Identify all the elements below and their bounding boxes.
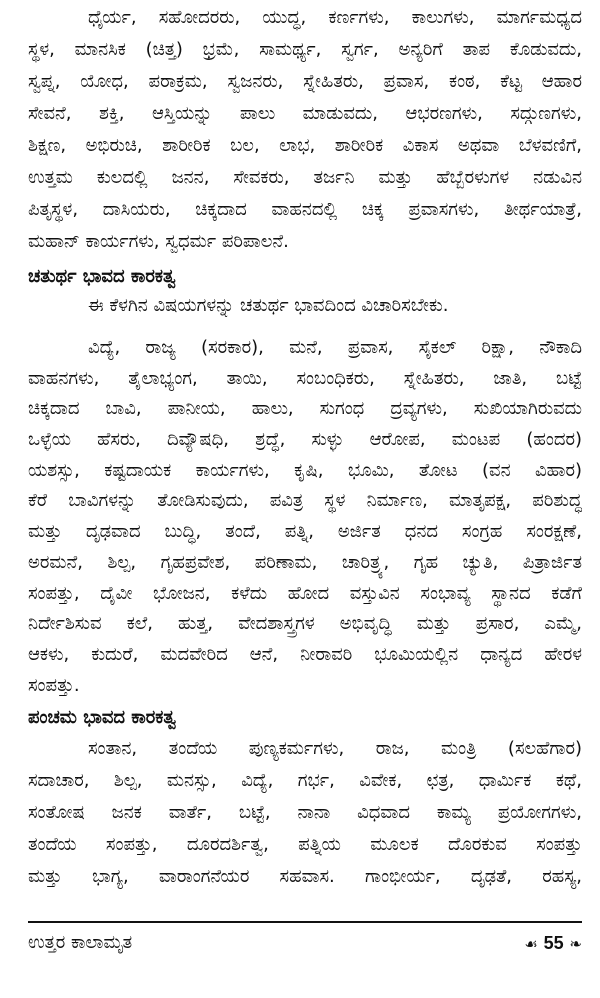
text-line: ಸ್ಥಳ, ಮಾನಸಿಕ (ಚಿತ್ತ) ಭ್ರಮೆ, ಸಾಮರ್ಥ್ಯ, ಸ್ವರ್ಗ, ಅನ್ಯರಿಗೆ ತಾಪ ಕೊಡುವದು, [28, 39, 582, 60]
paragraph-2 [28, 333, 582, 701]
text-line: ಪಿತೃಸ್ಥಳ, ದಾಸಿಯರು, ಚಿಕ್ಕದಾದ ವಾಹನದಲ್ಲಿ ಚಿಕ್ಕ ಪ್ರವಾಸಗಳು, ತೀರ್ಥಯಾತ್ರೆ, [28, 199, 582, 220]
text-line: ಸಂಪತ್ತು. [28, 674, 80, 696]
section-heading: ಚತುರ್ಥ ಭಾವದ ಕಾರಕತ್ವ [28, 266, 176, 287]
text-line: ಚಿಕ್ಕದಾದ ಬಾವಿ, ಪಾನೀಯ, ಹಾಲು, ಸುಗಂಧ ದ್ರವ್ಯಗಳು, ಸುಖಿಯಾಗಿರುವದು [28, 398, 582, 420]
footer-divider [28, 921, 582, 923]
text-line: ಯಶಸ್ಸು, ಕಷ್ಟದಾಯಕ ಕಾರ್ಯಗಳು, ಕೃಷಿ, ಭೂಮಿ, ತೋಟ (ವನ ವಿಹಾರ) [28, 459, 582, 481]
text-line: ವಾಹನಗಳು, ತೈಲಾಭ್ಯಂಗ, ತಾಯಿ, ಸಂಬಂಧಿಕರು, ಸ್ನೇಹಿತರು, ಜಾತಿ, ಬಟ್ಟೆ [28, 367, 582, 389]
text-line: ಅರಮನೆ, ಶಿಲ್ಪ, ಗೃಹಪ್ರವೇಶ, ಪರಿಣಾಮ, ಚಾರಿತ್ರ್ಯ, ಗೃಹ ಚ್ಯುತಿ, ಪಿತ್ರಾರ್ಜಿತ [28, 551, 582, 573]
text-line: ನಿರ್ದೇಶಿಸುವ ಕಲೆ, ಹುತ್ತ, ವೇದಶಾಸ್ತ್ರಗಳ ಅಭಿವೃದ್ಧಿ ಮತ್ತು ಪ್ರಸಾರ, ಎಮ್ಮೆ, [28, 613, 582, 635]
book-title: ಉತ್ತರ ಕಾಲಾಮೃತ [28, 932, 133, 953]
section-intro: ಈ ಕೆಳಗಿನ ವಿಷಯಗಳನ್ನು ಚತುರ್ಥ ಭಾವದಿಂದ ವಿಚಾರಿಸಬೇಕು. [88, 295, 449, 316]
paragraph-3 [28, 733, 582, 893]
page-footer [28, 928, 582, 959]
text-line: ಶಿಕ್ಷಣ, ಅಭಿರುಚಿ, ಶಾರೀರಿಕ ಬಲ, ಲಾಭ, ಶಾರೀರಿಕ ವಿಕಾಸ ಅಥವಾ ಬೆಳವಣಿಗೆ, [28, 135, 582, 156]
page-number: 55 [543, 933, 564, 953]
text-line: ವಿದ್ಯೆ, ರಾಜ್ಯ (ಸರಕಾರ), ಮನೆ, ಪ್ರವಾಸ, ಸೈಕಲ್ ರಿಕ್ಷಾ, ನೌಕಾದಿ [88, 337, 582, 358]
text-line: ಉತ್ತಮ ಕುಲದಲ್ಲಿ ಜನನ, ಸೇವಕರು, ತರ್ಜನಿ ಮತ್ತು ಹೆಬ್ಬೆರಳುಗಳ ನಡುವಿನ [28, 167, 582, 188]
ornament-left-icon: ☙ [524, 935, 538, 953]
page-number-group [524, 928, 582, 959]
text-line: ಮಹಾನ್ ಕಾರ್ಯಗಳು, ಸ್ವಧರ್ಮ ಪರಿಪಾಲನೆ. [28, 231, 289, 252]
text-line: ತಂದೆಯ ಸಂಪತ್ತು, ದೂರದರ್ಶಿತ್ವ, ಪತ್ನಿಯ ಮೂಲಕ ದೊರಕುವ ಸಂಪತ್ತು [28, 834, 582, 855]
text-line: ಸೇವನೆ, ಶಕ್ತಿ, ಆಸ್ತಿಯನ್ನು ಪಾಲು ಮಾಡುವದು, ಆಭರಣಗಳು, ಸದ್ಗುಣಗಳು, [28, 103, 582, 124]
text-line: ಕೆರೆ ಬಾವಿಗಳನ್ನು ತೋಡಿಸುವುದು, ಪವಿತ್ರ ಸ್ಥಳ ನಿರ್ಮಾಣ, ಮಾತೃಪಕ್ಷ, ಪರಿಶುದ್ಧ [28, 490, 582, 512]
section-heading: ಪಂಚಮ ಭಾವದ ಕಾರಕತ್ವ [28, 707, 177, 728]
ornament-right-icon: ❧ [569, 935, 582, 953]
text-line: ಒಳ್ಳೆಯ ಹೆಸರು, ದಿವ್ಯೌಷಧಿ, ಶ್ರದ್ಧೆ, ಸುಳ್ಳು ಆರೋಪ, ಮಂಟಪ (ಹಂದರ) [28, 429, 582, 451]
text-line: ಧೈರ್ಯ, ಸಹೋದರರು, ಯುದ್ಧ, ಕರ್ಣಗಳು, ಕಾಲುಗಳು, ಮಾರ್ಗಮಧ್ಯದ [88, 7, 582, 28]
paragraph-1 [28, 2, 582, 258]
text-line: ಸಂತೋಷ ಜನಕ ವಾರ್ತೆ, ಬಟ್ಟೆ, ನಾನಾ ವಿಧವಾದ ಕಾಮ್ಯ ಪ್ರಯೋಗಗಳು, [28, 802, 582, 823]
text-line: ಸಂಪತ್ತು, ದೈವೀ ಭೋಜನ, ಕಳೆದು ಹೋದ ವಸ್ತುವಿನ ಸಂಭಾವ್ಯ ಸ್ಥಾನದ ಕಡೆಗೆ [28, 582, 582, 604]
text-line: ಸಂತಾನ, ತಂದೆಯ ಪುಣ್ಯಕರ್ಮಗಳು, ರಾಜ, ಮಂತ್ರಿ (ಸಲಹೆಗಾರ) [88, 738, 582, 759]
text-line: ಆಕಳು, ಕುದುರೆ, ಮದವೇರಿದ ಆನೆ, ನೀರಾವರಿ ಭೂಮಿಯಲ್ಲಿನ ಧಾನ್ಯದ ಹೇರಳ [28, 643, 582, 665]
text-line: ಮತ್ತು ದೃಢವಾದ ಬುದ್ಧಿ, ತಂದೆ, ಪತ್ನಿ, ಅರ್ಜಿತ ಧನದ ಸಂಗ್ರಹ ಸಂರಕ್ಷಣೆ, [28, 521, 582, 543]
text-line: ಸದಾಚಾರ, ಶಿಲ್ಪ, ಮನಸ್ಸು, ವಿದ್ಯೆ, ಗರ್ಭ, ವಿವೇಕ, ಛತ್ರ, ಧಾರ್ಮಿಕ ಕಥೆ, [28, 770, 582, 791]
text-line: ಮತ್ತು ಭಾಗ್ಯ, ವಾರಾಂಗನೆಯರ ಸಹವಾಸ. ಗಾಂಭೀರ್ಯ, ದೃಢತೆ, ರಹಸ್ಯ, [28, 866, 582, 887]
text-line: ಸ್ವಪ್ನ, ಯೋಧ, ಪರಾಕ್ರಮ, ಸ್ವಜನರು, ಸ್ನೇಹಿತರು, ಪ್ರವಾಸ, ಕಂಠ, ಕೆಟ್ಟ ಆಹಾರ [28, 71, 582, 92]
